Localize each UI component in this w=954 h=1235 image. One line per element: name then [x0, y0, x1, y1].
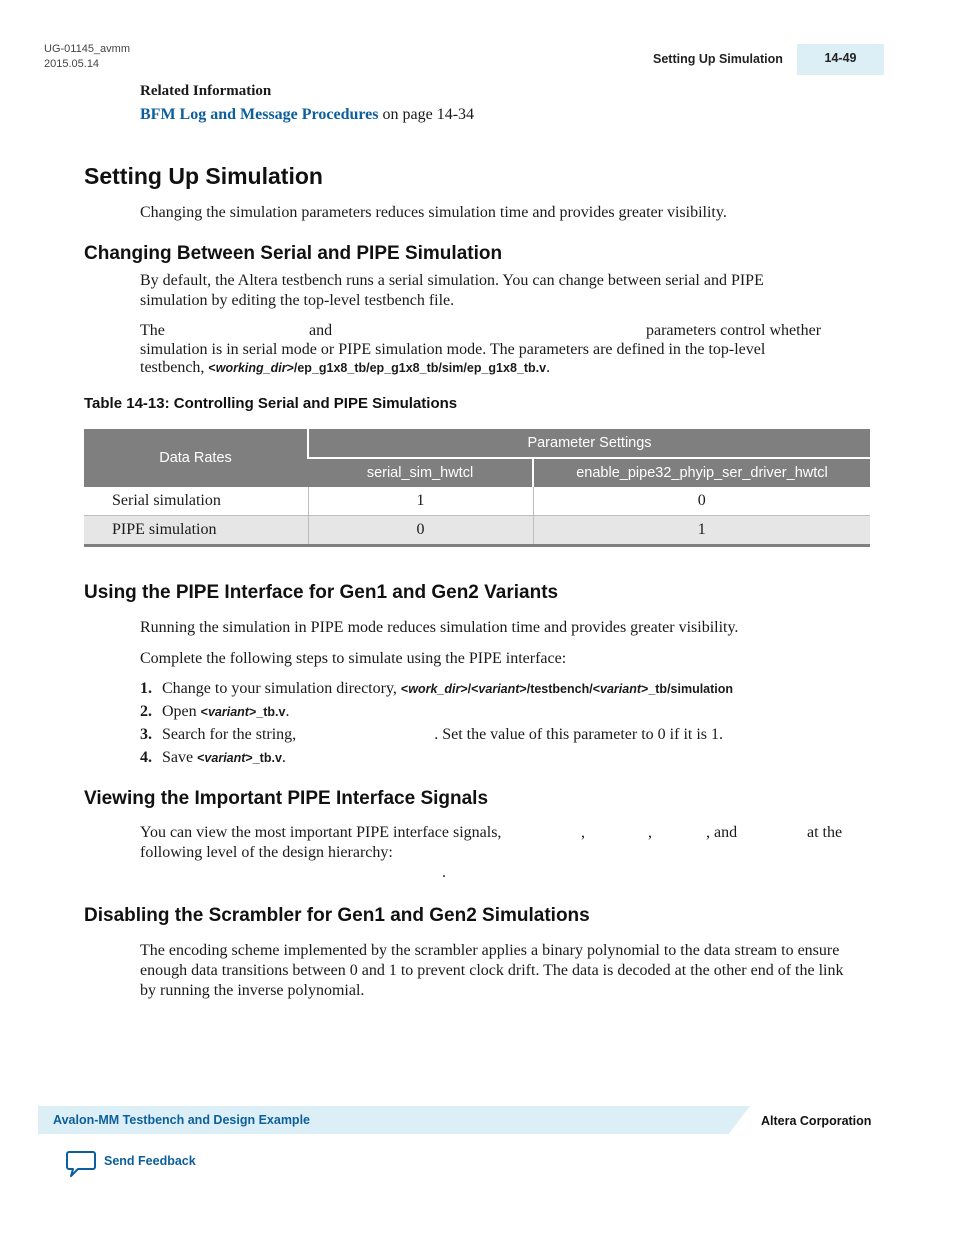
- related-info-label: Related Information: [140, 83, 272, 99]
- heading-pipe-signals: Viewing the Important PIPE Interface Signals: [84, 788, 489, 809]
- speech-bubble-icon[interactable]: [66, 1150, 96, 1178]
- signals-period: .: [442, 864, 446, 881]
- footer-document-title: Avalon-MM Testbench and Design Example: [53, 1113, 310, 1127]
- header-section-title: Setting Up Simulation: [653, 52, 783, 66]
- path-part: >/ep_g1x8_tb/ep_g1x8_tb/sim/ep_g1x8_tb.v: [286, 361, 547, 375]
- simulation-directory-path: [401, 682, 733, 696]
- scrambler-paragraph: The encoding scheme implemented by the scrambler applies a binary polynomial to the data stream to ensure enough data transitions between 0 and 1 to prevent clock drift. The data is decoded at the other end of the link by running the inverse polynomial.: [140, 942, 844, 999]
- serial-pipe-p2-rest: parameters control whether: [646, 322, 822, 339]
- send-feedback-link[interactable]: Send Feedback: [104, 1154, 196, 1168]
- doc-date: 2015.05.14: [44, 58, 100, 70]
- path-variable: variant: [478, 682, 520, 696]
- document-id: [44, 42, 130, 72]
- column-group-parameter-settings: Parameter Settings: [308, 429, 870, 458]
- serial-pipe-p2-line3: [140, 359, 550, 377]
- intro-paragraph: Changing the simulation parameters reduces simulation time and provides greater visibility.: [140, 204, 727, 221]
- header-page-number: 14-49: [797, 44, 884, 75]
- testbench-file-path: [201, 705, 286, 719]
- cell-serial-sim: 0: [308, 516, 533, 546]
- step-text: Change to your simulation directory,: [162, 680, 401, 697]
- column-header-enable-pipe32: enable_pipe32_phyip_ser_driver_hwtcl: [533, 458, 870, 487]
- path-part: >_tb.v: [248, 705, 286, 719]
- path-part: <: [200, 705, 208, 719]
- testbench-prefix: testbench,: [140, 359, 209, 376]
- cell-enable-pipe32: 1: [533, 516, 870, 546]
- path-variable: work_dir: [408, 682, 461, 696]
- related-info-suffix: on page 14-34: [378, 106, 475, 123]
- path-part: >/testbench/<: [519, 682, 601, 696]
- path-part: <: [197, 751, 205, 765]
- table-row: [84, 487, 870, 516]
- step-number: 4.: [140, 749, 152, 766]
- signals-line2: following level of the design hierarchy:: [140, 844, 393, 861]
- list-item: [140, 724, 733, 747]
- heading-scrambler: Disabling the Scrambler for Gen1 and Gen2 Simulations: [84, 905, 590, 926]
- related-info-line: [140, 106, 474, 124]
- path-part: >/<: [460, 682, 479, 696]
- path-part: <: [400, 682, 409, 696]
- signals-and: , and: [706, 824, 738, 841]
- path-variable: variant: [207, 705, 249, 719]
- signals-line1: You can view the most important PIPE interface signals,: [140, 824, 502, 841]
- path-variable: variant: [600, 682, 642, 696]
- serial-pipe-para1: By default, the Altera testbench runs a serial simulation. You can change between serial and PIPE simulation by editing the top-level testbench file.: [140, 272, 764, 309]
- signals-at-the: at the: [807, 824, 843, 841]
- serial-pipe-p2-and: and: [309, 322, 333, 339]
- step-number: 1.: [140, 680, 152, 697]
- footer-company: Altera Corporation: [761, 1114, 872, 1128]
- testbench-path: [208, 361, 546, 375]
- step-text-tail: . Set the value of this parameter to 0 if it is 1.: [434, 726, 724, 743]
- heading-pipe-interface: Using the PIPE Interface for Gen1 and Gen2 Variants: [84, 582, 559, 603]
- cell-serial-sim: 1: [308, 487, 533, 516]
- serial-pipe-p2-line2: simulation is in serial mode or PIPE simulation mode. The parameters are defined in the top-level: [140, 341, 766, 358]
- row-label: PIPE simulation: [84, 516, 308, 546]
- sentence-end: .: [281, 749, 286, 766]
- path-variable: working_dir: [215, 361, 287, 375]
- list-item: [140, 747, 733, 770]
- related-info-link[interactable]: BFM Log and Message Procedures: [140, 106, 379, 123]
- path-part: >_tb/simulation: [641, 682, 734, 696]
- pipe-interface-para2: Complete the following steps to simulate using the PIPE interface:: [140, 650, 567, 667]
- sentence-end: .: [285, 703, 290, 720]
- serial-pipe-p2-the: The: [140, 322, 165, 339]
- step-text: Save: [162, 749, 198, 766]
- signals-comma: ,: [581, 824, 585, 841]
- sentence-end: .: [546, 359, 551, 376]
- step-text: Open: [162, 703, 201, 720]
- list-item: [140, 678, 733, 701]
- column-header-serial-sim: serial_sim_hwtcl: [308, 458, 533, 487]
- doc-number: UG-01145_avmm: [44, 43, 130, 55]
- step-number: 3.: [140, 726, 152, 743]
- cell-enable-pipe32: 0: [533, 487, 870, 516]
- path-variable: variant: [204, 751, 246, 765]
- pipe-interface-para1: Running the simulation in PIPE mode reduces simulation time and provides greater visibility.: [140, 619, 739, 636]
- table-row: [84, 516, 870, 546]
- step-text: Search for the string,: [162, 726, 297, 743]
- column-header-data-rates: Data Rates: [84, 429, 308, 487]
- step-number: 2.: [140, 703, 152, 720]
- pipe-steps-list: [140, 678, 733, 770]
- serial-pipe-table: [84, 429, 870, 547]
- path-part: <: [208, 361, 216, 375]
- testbench-file-path: [197, 751, 282, 765]
- page-title: Setting Up Simulation: [84, 163, 323, 189]
- row-label: Serial simulation: [84, 487, 308, 516]
- heading-serial-pipe: Changing Between Serial and PIPE Simulation: [84, 243, 503, 264]
- list-item: [140, 701, 733, 724]
- table-caption: Table 14-13: Controlling Serial and PIPE Simulations: [84, 395, 458, 412]
- signals-comma: ,: [648, 824, 652, 841]
- path-part: >_tb.v: [245, 751, 282, 765]
